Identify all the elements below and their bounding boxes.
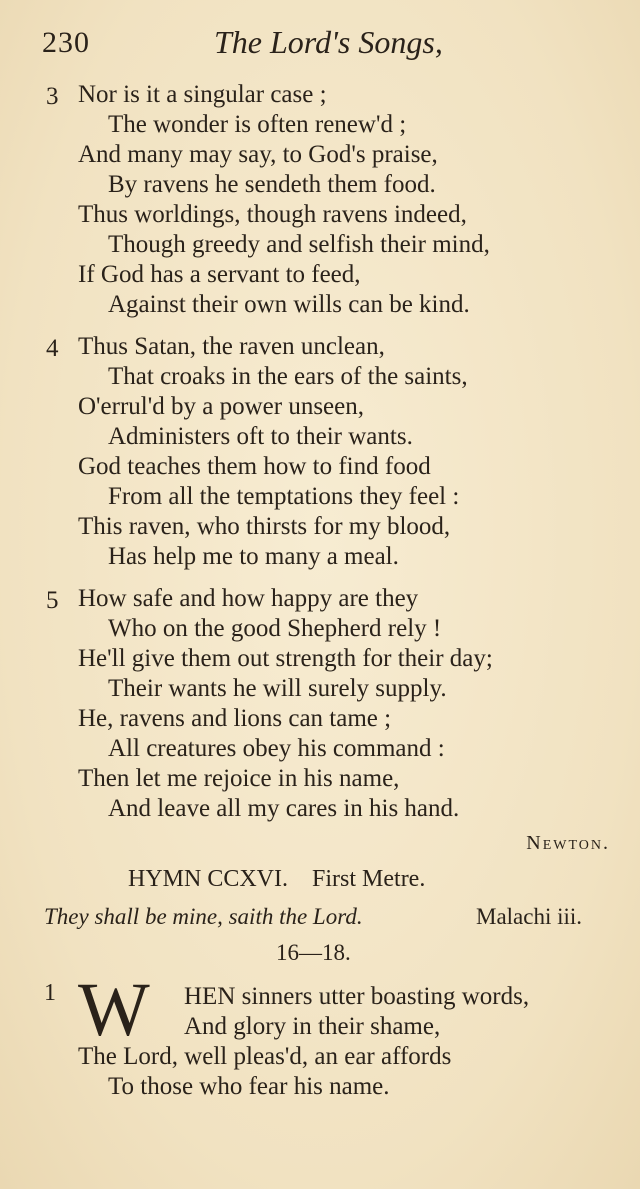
verse-line: And many may say, to God's praise,	[78, 141, 438, 168]
verse-line: Has help me to many a meal.	[108, 543, 399, 570]
verse-line: Who on the good Shepherd rely !	[108, 615, 442, 642]
verse-line: To those who fear his name.	[108, 1073, 390, 1100]
stanza-number: 5	[46, 587, 59, 614]
verse-line: This raven, who thirsts for my blood,	[78, 513, 451, 540]
hymn-metre: First Metre.	[312, 866, 426, 892]
verse-line: Then let me rejoice in his name,	[78, 765, 400, 792]
verse-line: Against their own wills can be kind.	[108, 291, 470, 318]
scripture-reference-verses: 16—18.	[276, 940, 351, 965]
verse-line: Thus worldings, though ravens indeed,	[78, 201, 467, 228]
verse-line: Their wants he will surely supply.	[108, 675, 447, 702]
verse-line: And glory in their shame,	[184, 1013, 441, 1040]
verse-line: Administers oft to their wants.	[108, 423, 413, 450]
verse-line: He, ravens and lions can tame ;	[78, 705, 392, 732]
verse-line: Though greedy and selfish their mind,	[108, 231, 490, 258]
hymn-title: HYMN CCXVI.	[128, 866, 289, 892]
verse-line: HEN sinners utter boasting words,	[184, 983, 530, 1010]
verse-line: By ravens he sendeth them food.	[108, 171, 436, 198]
verse-line: Nor is it a singular case ;	[78, 81, 327, 108]
page-header	[42, 22, 602, 66]
running-title: The Lord's Songs,	[214, 24, 443, 60]
scripture-reference: Malachi iii.	[476, 904, 583, 929]
verse-line: O'errul'd by a power unseen,	[78, 393, 364, 420]
verse-line: And leave all my cares in his hand.	[108, 795, 460, 822]
verse-line: The wonder is often renew'd ;	[108, 111, 407, 138]
drop-cap: W	[78, 968, 150, 1052]
verse-line: If God has a servant to feed,	[78, 261, 361, 288]
stanza-number: 1	[44, 980, 56, 1006]
scripture-epigraph: They shall be mine, saith the Lord.	[44, 904, 363, 929]
verse-line: That croaks in the ears of the saints,	[108, 363, 468, 390]
verse-line: All creatures obey his command :	[108, 735, 445, 762]
verse-line: Thus Satan, the raven unclean,	[78, 333, 385, 360]
author-attribution: Newton.	[526, 832, 610, 854]
hymn-heading	[128, 866, 425, 893]
verse-line: From all the temptations they feel :	[108, 483, 460, 510]
verse-line: How safe and how happy are they	[78, 585, 419, 612]
verse-line: He'll give them out strength for their day;	[78, 645, 493, 672]
stanza-number: 3	[46, 83, 59, 110]
stanza-number: 4	[46, 335, 59, 362]
verse-line: The Lord, well pleas'd, an ear affords	[78, 1043, 452, 1070]
verse-line: God teaches them how to find food	[78, 453, 431, 480]
page-number: 230	[42, 26, 90, 59]
